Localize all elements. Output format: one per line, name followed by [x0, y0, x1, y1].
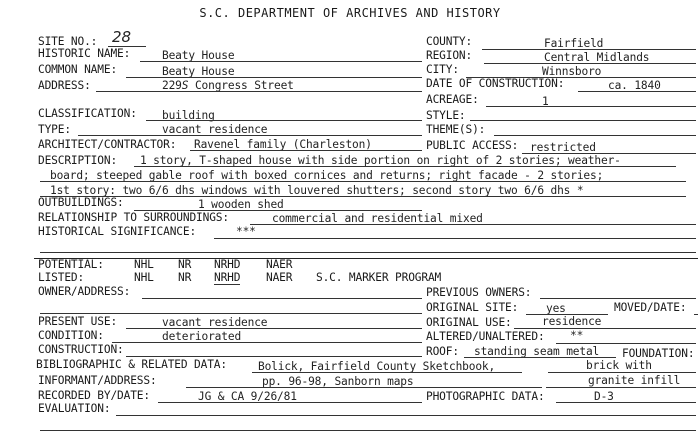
listed-nrhd-underlined: NRHD	[214, 271, 241, 284]
public-access-label: PUBLIC ACCESS:	[426, 139, 519, 152]
photographic-data-label: PHOTOGRAPHIC DATA:	[426, 390, 545, 403]
common-name-label: COMMON NAME:	[38, 63, 118, 76]
address-s-handwritten: S	[181, 79, 189, 92]
informant-label: INFORMANT/ADDRESS:	[38, 374, 157, 387]
outbuildings-value: 1 wooden shed	[198, 198, 284, 211]
photographic-data-value: D-3	[594, 390, 614, 403]
informant-value: pp. 96-98, Sanborn maps	[262, 375, 414, 388]
address-street: Congress Street	[194, 79, 294, 92]
relationship-label: RELATIONSHIP TO SURROUNDINGS:	[38, 211, 229, 224]
style-label: STYLE:	[426, 109, 466, 122]
present-use-label: PRESENT USE:	[38, 315, 118, 328]
original-use-value: residence	[542, 315, 602, 328]
bibliographic-value: Bolick, Fairfield County Sketchbook,	[258, 360, 496, 373]
evaluation-label: EVALUATION:	[38, 402, 111, 415]
roof-value: standing seam metal	[474, 345, 600, 358]
previous-owners-label: PREVIOUS OWNERS:	[426, 286, 532, 299]
type-value: vacant residence	[162, 123, 268, 136]
city-value: Winnsboro	[542, 65, 602, 78]
common-name-value: Beaty House	[162, 65, 235, 78]
site-no-value: 28	[112, 28, 132, 46]
potential-naer: NAER	[266, 258, 293, 271]
bibliographic-label: BIBLIOGRAPHIC & RELATED DATA:	[36, 358, 227, 371]
foundation-label: FOUNDATION:	[622, 347, 695, 360]
moved-date-label: MOVED/DATE:	[614, 301, 687, 314]
description-label: DESCRIPTION:	[38, 154, 118, 167]
region-label: REGION:	[426, 49, 473, 62]
altered-value: **	[570, 329, 584, 342]
type-label: TYPE:	[38, 123, 71, 136]
listed-nr: NR	[178, 271, 192, 284]
present-use-value: vacant residence	[162, 316, 268, 329]
historic-name-label: HISTORIC NAME:	[38, 47, 131, 60]
marker-program-label: S.C. MARKER PROGRAM	[316, 271, 442, 284]
potential-nrhd: NRHD	[214, 258, 241, 271]
themes-label: THEME(S):	[426, 123, 486, 136]
description-line-2: board; steeped gable roof with boxed cornices and returns; right facade - 2 stories;	[50, 169, 604, 182]
classification-label: CLASSIFICATION:	[38, 107, 137, 120]
roof-label: ROOF:	[426, 345, 459, 358]
county-value: Fairfield	[544, 37, 604, 50]
potential-nhl: NHL	[134, 258, 154, 271]
relationship-value: commercial and residential mixed	[272, 212, 483, 225]
recorded-by-label: RECORDED BY/DATE:	[38, 389, 150, 402]
public-access-value: restricted	[530, 141, 596, 154]
description-line-3: 1st story: two 6/6 dhs windows with louvered shutters; second story two 6/6 dhs *	[50, 184, 584, 197]
region-value: Central Midlands	[544, 51, 650, 64]
historic-name-value: Beaty House	[162, 49, 235, 62]
form-header: S.C. DEPARTMENT OF ARCHIVES AND HISTORY	[199, 6, 501, 20]
city-label: CITY:	[426, 63, 459, 76]
county-label: COUNTY:	[426, 35, 473, 48]
description-line-1: 1 story, T-shaped house with side portion on right of 2 stories; weather-	[140, 154, 621, 167]
architect-label: ARCHITECT/CONTRACTOR:	[38, 138, 177, 151]
acreage-label: ACREAGE:	[426, 93, 479, 106]
foundation-value-2: granite infill	[588, 374, 681, 387]
condition-label: CONDITION:	[38, 329, 104, 342]
address-label: ADDRESS:	[38, 79, 91, 92]
historical-significance-label: HISTORICAL SIGNIFICANCE:	[38, 225, 197, 238]
listed-naer: NAER	[266, 271, 293, 284]
original-site-value: yes	[546, 302, 566, 315]
original-use-label: ORIGINAL USE:	[426, 316, 512, 329]
owner-address-label: OWNER/ADDRESS:	[38, 285, 131, 298]
acreage-value: 1	[542, 95, 549, 108]
foundation-value-1: brick with	[586, 359, 652, 372]
date-of-construction-value: ca. 1840	[608, 79, 661, 92]
potential-label: POTENTIAL:	[38, 258, 104, 271]
potential-nr: NR	[178, 258, 192, 271]
classification-value: building	[162, 109, 215, 122]
historical-significance-value: ***	[236, 225, 256, 238]
altered-label: ALTERED/UNALTERED:	[426, 330, 545, 343]
outbuildings-label: OUTBUILDINGS:	[38, 196, 124, 209]
condition-value: deteriorated	[162, 330, 242, 343]
listed-label: LISTED:	[38, 271, 85, 284]
site-no-label: SITE NO.:	[38, 35, 98, 48]
recorded-by-value: JG & CA 9/26/81	[198, 390, 297, 403]
listed-nhl: NHL	[134, 271, 154, 284]
construction-label: CONSTRUCTION:	[38, 343, 124, 356]
date-of-construction-label: DATE OF CONSTRUCTION:	[426, 77, 565, 90]
address-number: 229	[162, 79, 182, 92]
architect-value: Ravenel family (Charleston)	[194, 138, 372, 151]
original-site-label: ORIGINAL SITE:	[426, 301, 519, 314]
